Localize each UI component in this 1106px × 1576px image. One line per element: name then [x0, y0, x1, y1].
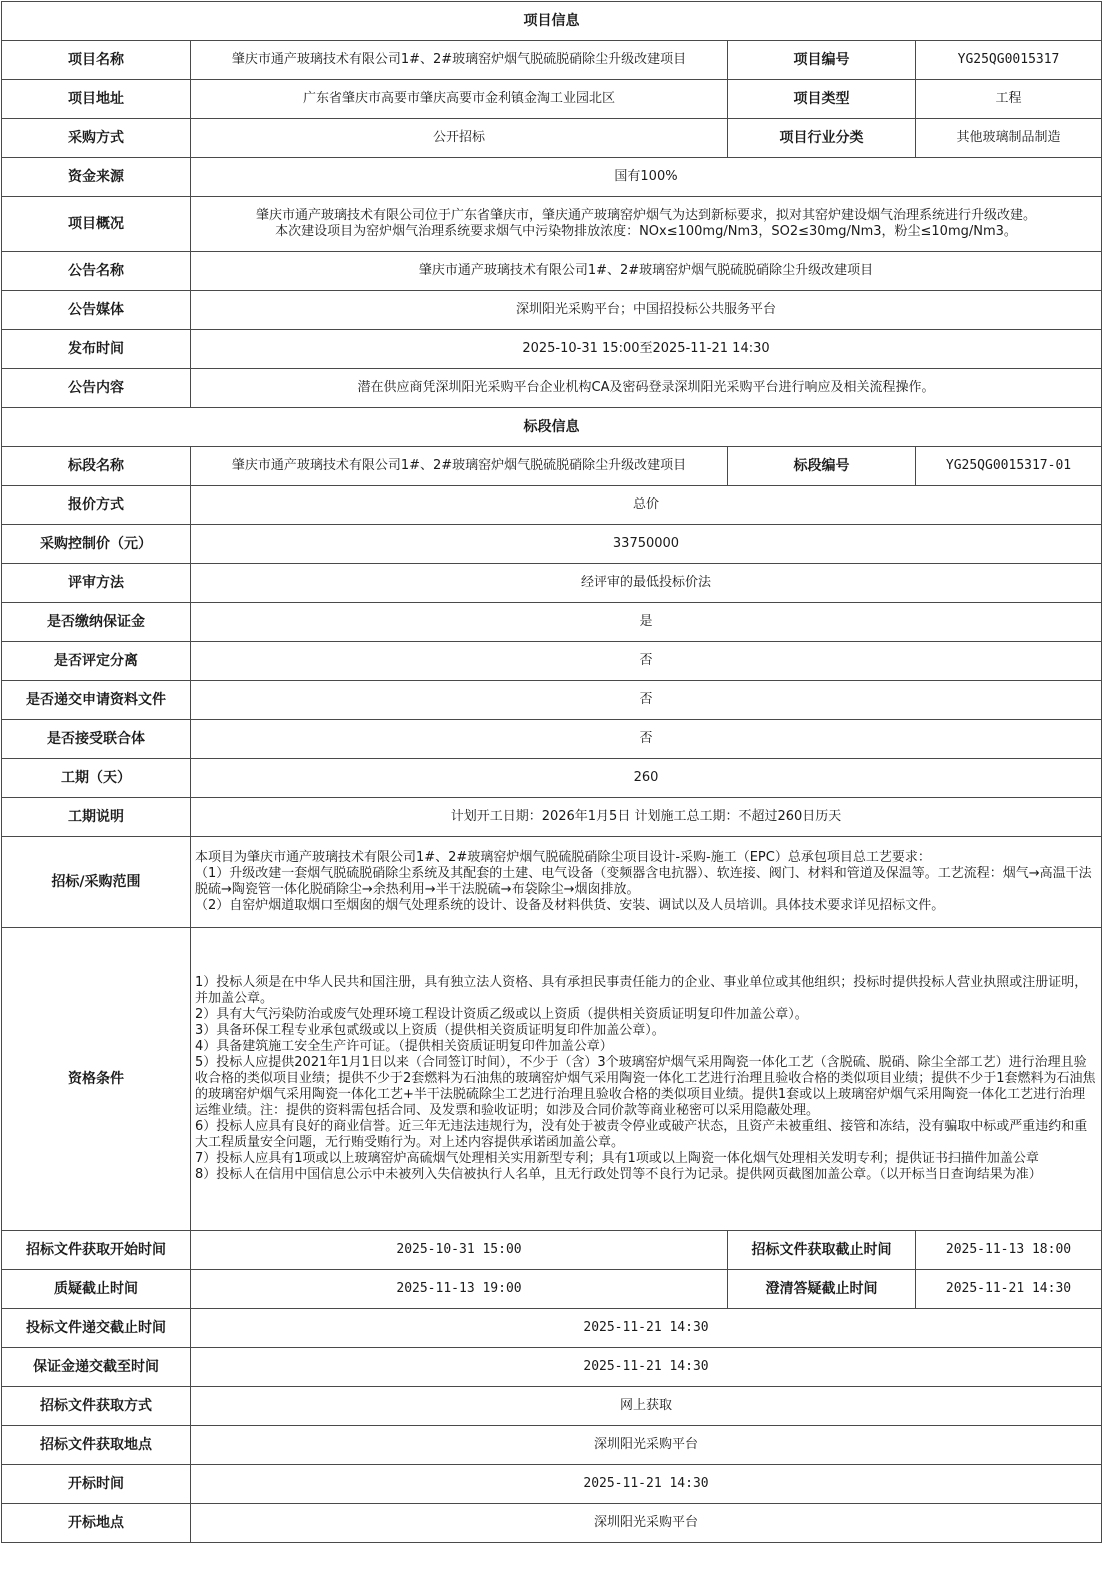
table-row	[2, 642, 1102, 681]
control-price-label: 采购控制价（元）	[2, 525, 191, 564]
application-docs-value: 否	[191, 681, 1102, 720]
table-row	[2, 681, 1102, 720]
table-row	[2, 1309, 1102, 1348]
project-type-value: 工程	[916, 80, 1102, 119]
deposit-deadline-label: 保证金递交截至时间	[2, 1348, 191, 1387]
table-row	[2, 1465, 1102, 1504]
table-row	[2, 1270, 1102, 1309]
table-row	[2, 1426, 1102, 1465]
consortium-label: 是否接受联合体	[2, 720, 191, 759]
table-row	[2, 564, 1102, 603]
table-row	[2, 525, 1102, 564]
funding-source-value: 国有100%	[191, 158, 1102, 197]
table-row	[2, 41, 1102, 80]
table-row	[2, 197, 1102, 252]
section-info-header-row	[2, 408, 1102, 447]
table-row	[2, 759, 1102, 798]
publish-time-label: 发布时间	[2, 330, 191, 369]
doc-place-label: 招标文件获取地点	[2, 1426, 191, 1465]
publish-time-value: 2025-10-31 15:00至2025-11-21 14:30	[191, 330, 1102, 369]
table-row	[2, 720, 1102, 759]
doc-start-value: 2025-10-31 15:00	[191, 1231, 728, 1270]
notice-name-label: 公告名称	[2, 252, 191, 291]
qualifications-value: 1）投标人须是在中华人民共和国注册，具有独立法人资格、具有承担民事责任能力的企业、事业单位或其他组织；投标时提供投标人营业执照或注册证明，并加盖公章。 2）具有大气污染防治或废气处理环境工程设计资质乙级或以上资质（提供相关资质证明复印件加盖公章）。 3）具备环保工程专业承包贰级或以上资质（提供相关资质证明复印件加盖公章）。 4）具备建筑施工安全生产许可证。（提供相关资质证明复印件加盖公章） 5）投标人应提供2021年1月1日以来（合同签订时间），不少于（含）3个玻璃窑炉烟气采用陶瓷一体化工艺（含脱硫、脱硝、除尘全部工艺）进行治理且验收合格的类似项目业绩；提供不少于2套燃料为石油焦的玻璃窑炉烟气采用陶瓷一体化工艺进行治理且验收合格的类似项目业绩；提供不少于1套燃料为石油焦的玻璃窑炉烟气采用陶瓷一体化工艺+半干法脱硫除尘工艺进行治理且验收合格的类似项目业绩。提供1套或以上玻璃窑炉烟气采用陶瓷一体化工艺进行治理运维业绩。注：提供的资料需包括合同、及发票和验收证明；如涉及合同价款等商业秘密可以采用隐蔽处理。 6）投标人应具有良好的商业信誉。近三年无违法违规行为，没有处于被责令停业或破产状态，且资产未被重组、接管和冻结，没有骗取中标或严重违约和重大工程质量安全问题，无行贿受贿行为。对上述内容提供承诺函加盖公章。 7）投标人应具有1项或以上玻璃窑炉高硫烟气处理相关实用新型专利；具有1项或以上陶瓷一体化烟气处理相关发明专利；提供证书扫描件加盖公章 8）投标人在信用中国信息公示中未被列入失信被执行人名单，且无行政处罚等不良行为记录。提供网页截图加盖公章。（以开标当日查询结果为准）	[191, 928, 1102, 1231]
doc-start-label: 招标文件获取开始时间	[2, 1231, 191, 1270]
overview-label: 项目概况	[2, 197, 191, 252]
project-name-value: 肇庆市通产玻璃技术有限公司1#、2#玻璃窑炉烟气脱硫脱硝除尘升级改建项目	[191, 41, 728, 80]
project-address-value: 广东省肇庆市高要市肇庆高要市金利镇金淘工业园北区	[191, 80, 728, 119]
scope-label: 招标/采购范围	[2, 837, 191, 928]
notice-media-label: 公告媒体	[2, 291, 191, 330]
table-row	[2, 837, 1102, 928]
table-row	[2, 1387, 1102, 1426]
doc-method-value: 网上获取	[191, 1387, 1102, 1426]
scope-value: 本项目为肇庆市通产玻璃技术有限公司1#、2#玻璃窑炉烟气脱硫脱硝除尘项目设计-采购-施工（EPC）总承包项目总工艺要求： （1）升级改建一套烟气脱硫脱硝除尘系统及其配套的土建、电气设备（变频器含电抗器）、软连接、阀门、材料和管道及保温等。工艺流程：烟气→高温干法脱硫→陶瓷管一体化脱硝除尘→余热利用→半干法脱硫→布袋除尘→烟囱排放。 （2）自窑炉烟道取烟口至烟囱的烟气处理系统的设计、设备及材料供货、安装、调试以及人员培训。具体技术要求详见招标文件。	[191, 837, 1102, 928]
deposit-required-label: 是否缴纳保证金	[2, 603, 191, 642]
section-name-label: 标段名称	[2, 447, 191, 486]
procurement-method-label: 采购方式	[2, 119, 191, 158]
table-row	[2, 1348, 1102, 1387]
qualifications-label: 资格条件	[2, 928, 191, 1231]
bid-deadline-value: 2025-11-21 14:30	[191, 1309, 1102, 1348]
notice-content-label: 公告内容	[2, 369, 191, 408]
table-row	[2, 798, 1102, 837]
table-row	[2, 603, 1102, 642]
duration-value: 260	[191, 759, 1102, 798]
query-deadline-value: 2025-11-13 19:00	[191, 1270, 728, 1309]
application-docs-label: 是否递交申请资料文件	[2, 681, 191, 720]
overview-value: 肇庆市通产玻璃技术有限公司位于广东省肇庆市，肇庆通产玻璃窑炉烟气为达到新标要求，拟对其窑炉建设烟气治理系统进行升级改建。 本次建设项目为窑炉烟气治理系统要求烟气中污染物排放浓度：NOx≤100mg/Nm3，SO2≤30mg/Nm3，粉尘≤10mg/Nm3。	[191, 197, 1102, 252]
industry-value: 其他玻璃制品制造	[916, 119, 1102, 158]
evaluation-method-label: 评审方法	[2, 564, 191, 603]
section-number-label: 标段编号	[728, 447, 916, 486]
bid-deadline-label: 投标文件递交截止时间	[2, 1309, 191, 1348]
evaluation-method-value: 经评审的最低投标价法	[191, 564, 1102, 603]
table-row	[2, 486, 1102, 525]
section-number-value: YG25QG0015317-01	[916, 447, 1102, 486]
table-row	[2, 369, 1102, 408]
doc-method-label: 招标文件获取方式	[2, 1387, 191, 1426]
doc-end-label: 招标文件获取截止时间	[728, 1231, 916, 1270]
consortium-value: 否	[191, 720, 1102, 759]
clarify-deadline-value: 2025-11-21 14:30	[916, 1270, 1102, 1309]
duration-note-label: 工期说明	[2, 798, 191, 837]
quote-method-value: 总价	[191, 486, 1102, 525]
table-row	[2, 80, 1102, 119]
opening-place-label: 开标地点	[2, 1504, 191, 1543]
project-type-label: 项目类型	[728, 80, 916, 119]
separate-evaluation-label: 是否评定分离	[2, 642, 191, 681]
table-row	[2, 1504, 1102, 1543]
duration-label: 工期（天）	[2, 759, 191, 798]
quote-method-label: 报价方式	[2, 486, 191, 525]
project-section-title: 项目信息	[2, 2, 1102, 41]
opening-time-value: 2025-11-21 14:30	[191, 1465, 1102, 1504]
project-address-label: 项目地址	[2, 80, 191, 119]
tender-info-table	[1, 1, 1102, 1543]
project-section-header-row	[2, 2, 1102, 41]
opening-time-label: 开标时间	[2, 1465, 191, 1504]
table-row	[2, 330, 1102, 369]
table-row	[2, 158, 1102, 197]
procurement-method-value: 公开招标	[191, 119, 728, 158]
separate-evaluation-value: 否	[191, 642, 1102, 681]
table-row	[2, 447, 1102, 486]
notice-media-value: 深圳阳光采购平台；中国招投标公共服务平台	[191, 291, 1102, 330]
duration-note-value: 计划开工日期：2026年1月5日 计划施工总工期：不超过260日历天	[191, 798, 1102, 837]
table-row	[2, 119, 1102, 158]
section-name-value: 肇庆市通产玻璃技术有限公司1#、2#玻璃窑炉烟气脱硫脱硝除尘升级改建项目	[191, 447, 728, 486]
query-deadline-label: 质疑截止时间	[2, 1270, 191, 1309]
notice-name-value: 肇庆市通产玻璃技术有限公司1#、2#玻璃窑炉烟气脱硫脱硝除尘升级改建项目	[191, 252, 1102, 291]
industry-label: 项目行业分类	[728, 119, 916, 158]
deposit-deadline-value: 2025-11-21 14:30	[191, 1348, 1102, 1387]
notice-content-value: 潜在供应商凭深圳阳光采购平台企业机构CA及密码登录深圳阳光采购平台进行响应及相关流程操作。	[191, 369, 1102, 408]
control-price-value: 33750000	[191, 525, 1102, 564]
project-number-value: YG25QG0015317	[916, 41, 1102, 80]
table-row	[2, 291, 1102, 330]
clarify-deadline-label: 澄清答疑截止时间	[728, 1270, 916, 1309]
doc-end-value: 2025-11-13 18:00	[916, 1231, 1102, 1270]
deposit-required-value: 是	[191, 603, 1102, 642]
table-row	[2, 1231, 1102, 1270]
funding-source-label: 资金来源	[2, 158, 191, 197]
section-info-title: 标段信息	[2, 408, 1102, 447]
doc-place-value: 深圳阳光采购平台	[191, 1426, 1102, 1465]
project-number-label: 项目编号	[728, 41, 916, 80]
project-name-label: 项目名称	[2, 41, 191, 80]
table-row	[2, 928, 1102, 1231]
opening-place-value: 深圳阳光采购平台	[191, 1504, 1102, 1543]
table-row	[2, 252, 1102, 291]
